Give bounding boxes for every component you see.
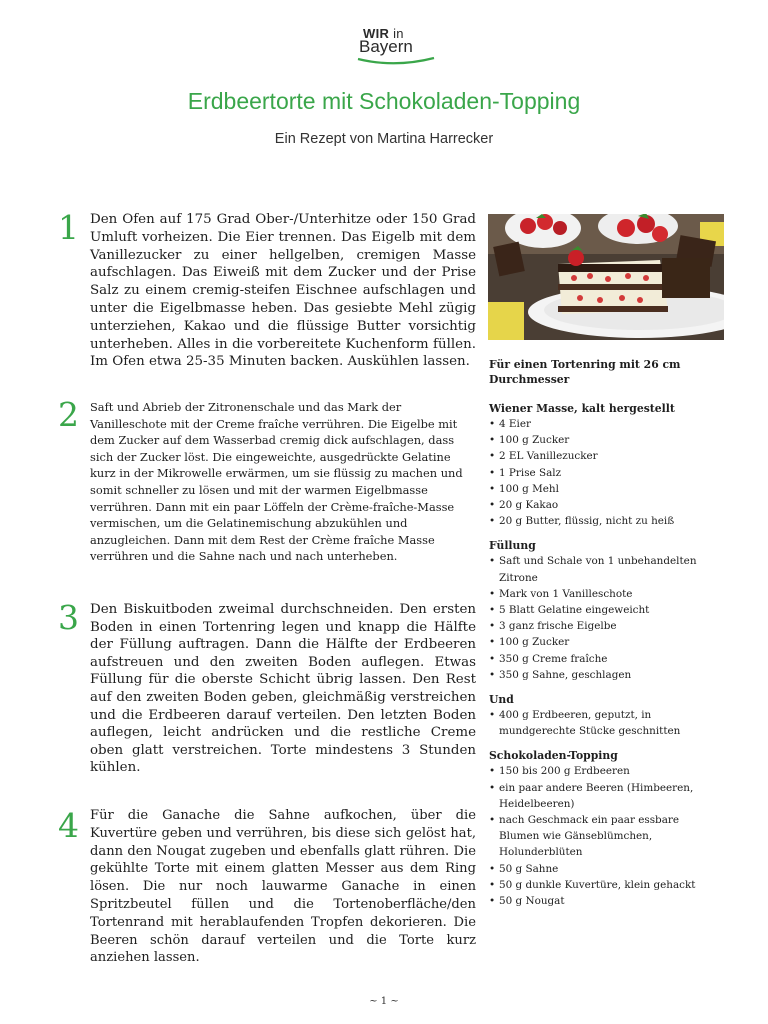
section-heading: Füllung [489, 539, 536, 553]
step-text-1: Den Ofen auf 175 Grad Ober-/Unterhitze oder 150 Grad Umluft vorheizen. Die Eier trennen. Das Eigelb mit dem Vanillezucker zu einer hellgelben, cremigen Masse aufschlagen. Das Eiweiß mit dem Zucker und der Prise Salz zu einem cremig-steifen Eischnee aufschlagen und unter die Eigelbmasse heben. Das gesiebte Mehl zügig unterziehen, Kakao und die flüssige Butter vorsichtig unterheben. Alles in die vorbereitete Kuchenform füllen. Im Ofen etwa 25-35 Minuten backen. Auskühlen lassen. [90, 212, 476, 370]
page-number: ~ 1 ~ [369, 996, 399, 1007]
ingredient-item: • 50 g Nougat [489, 893, 721, 909]
ingredient-item: • 20 g Kakao [489, 497, 721, 513]
cake-photo [488, 214, 724, 340]
ingredient-item: • 50 g dunkle Kuvertüre, klein gehackt [489, 877, 721, 893]
section-heading: Wiener Masse, kalt hergestellt [489, 402, 675, 415]
ingredient-section-schokoladen-topping [489, 748, 721, 909]
step-text-4: Für die Ganache die Sahne aufkochen, über die Kuvertüre geben und verrühren, bis diese sich gelöst hat, dann den Nougat zugeben und ebenfalls glatt rühren. Die gekühlte Torte mit einem glatten Messer aus dem Ring lösen. Die nur noch lauwarme Ganache in einen Spritzbeutel füllen und die Tortenoberfläche/den Tortenrand mit herablaufenden Tropfen dekorieren. Die Beeren schön darauf verteilen und die Torte kurz anziehen lassen. [90, 808, 476, 966]
ingredient-item: • 350 g Sahne, geschlagen [489, 667, 721, 683]
logo-bayern: Bayern [359, 37, 413, 56]
ingredient-section-wiener-masse [489, 401, 721, 529]
ingredient-item: • Mark von 1 Vanilleschote [489, 586, 721, 602]
ingredient-section-und [489, 692, 721, 739]
ingredient-item: • ein paar andere Beeren (Himbeeren, Heidelbeeren) [489, 780, 721, 812]
step-number-3: 3 [58, 598, 79, 637]
ingredient-item: • 100 g Zucker [489, 634, 721, 650]
ingredient-item: • 50 g Sahne [489, 861, 721, 877]
section-heading: Schokoladen-Topping [489, 749, 618, 763]
step-text-2: Saft und Abrieb der Zitronenschale und das Mark der Vanilleschote mit der Creme fraîche verrühren. Die Eigelbe mit dem Zucker auf dem Wasserbad cremig dick aufschlagen, dass sich der Zucker löst. Die eingeweichte, ausgedrückte Gelatine kurz in der Mikrowelle erwärmen, um sie flüssig zu machen und somit schneller zu lösen und mit der warmen Eigelbmasse verrühren. Dann mit ein paar Löffeln der Crème-fraîche-Masse vermischen, um die Gelatinemischung abzukühlen und anzugleichen. Dann mit dem Rest der Crème fraîche Masse verrühren und die Sahne nach und nach unterheben. [90, 400, 463, 564]
ingredient-item: • 350 g Creme fraîche [489, 651, 721, 667]
ingredient-item: • 4 Eier [489, 416, 721, 432]
wir-in-bayern-logo [353, 26, 437, 68]
step-number-1: 1 [58, 208, 79, 247]
logo-swoosh-icon [357, 56, 435, 66]
ingredients-panel [489, 357, 721, 909]
ingredient-item: • 150 bis 200 g Erdbeeren [489, 763, 721, 779]
ingredient-item: • 100 g Mehl [489, 481, 721, 497]
ingredient-item: • Saft und Schale von 1 unbehandelten Zitrone [489, 553, 721, 585]
ingredient-item: • nach Geschmack ein paar essbare Blumen wie Gänseblümchen, Holunderblüten [489, 812, 721, 861]
ingredient-item: • 1 Prise Salz [489, 465, 721, 481]
step-number-4: 4 [58, 806, 79, 845]
ingredient-item: • 400 g Erdbeeren, geputzt, in mundgerechte Stücke geschnitten [489, 707, 721, 739]
logo-in: in [389, 26, 404, 41]
step-number-2: 2 [58, 395, 79, 434]
ingredient-item: • 5 Blatt Gelatine eingeweicht [489, 602, 721, 618]
section-heading: Und [489, 693, 514, 707]
ingredient-item: • 20 g Butter, flüssig, nicht zu heiß [489, 513, 721, 529]
ingredient-item: • 3 ganz frische Eigelbe [489, 618, 721, 634]
recipe-title: Erdbeertorte mit Schokoladen-Topping [187, 88, 581, 114]
recipe-author: Ein Rezept von Martina Harrecker [274, 131, 494, 147]
step-text-3: Den Biskuitboden zweimal durchschneiden. Den ersten Boden in einen Tortenring legen und knapp die Hälfte der Füllung auftragen. Dann die Hälfte der Erdbeeren aufstreuen und den zweiten Boden auflegen. Etwas Füllung für die oberste Schicht übrig lassen. Den Rest auf den zweiten Boden geben, gleichmäßig verstreichen und die Erdbeeren darauf verteilen. Den letzten Boden auflegen, leicht andrücken und die restliche Creme oben glatt verstreichen. Torte mindestens 3 Stunden kühlen. [90, 602, 476, 776]
ingredient-item: • 2 EL Vanillezucker [489, 448, 721, 464]
ingredient-section-fuellung [489, 538, 721, 683]
logo-wir: WIR [363, 26, 390, 41]
ingredient-item: • 100 g Zucker [489, 432, 721, 448]
ingredients-intro: Für einen Tortenring mit 26 cm Durchmesser [489, 358, 681, 386]
